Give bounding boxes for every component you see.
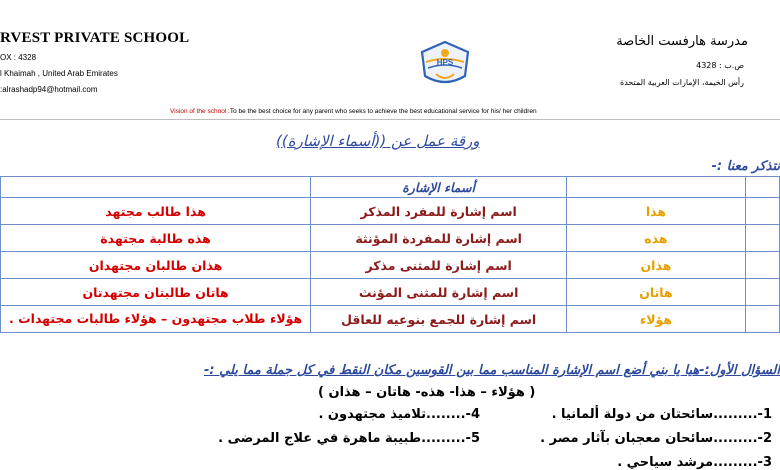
table-header-cell [745, 177, 779, 198]
description-cell: اسم إشارة للجمع بنوعيه للعاقل [311, 306, 567, 333]
exercise-item-4: 4-........تلاميذ مجتهدون . [318, 407, 480, 422]
remember-heading: نتذكر معنا :- [711, 159, 780, 174]
exercise-item-2: 2-.........سائحان معجبان بآثار مصر . [540, 431, 772, 446]
school-logo [416, 38, 474, 90]
demonstrative-cell: هذان [567, 252, 746, 279]
example-cell: هذا طالب مجتهد [1, 198, 311, 225]
description-cell: اسم إشارة للمفرد المذكر [311, 198, 567, 225]
table-row [1, 198, 780, 225]
stub-cell [745, 252, 779, 279]
demonstratives-table [0, 176, 780, 333]
exercise-item-5: 5-.........طبيبة ماهرة في علاج المرضى . [218, 431, 480, 446]
vision-label: Vision of the school : [170, 108, 230, 115]
vision-statement [170, 108, 537, 115]
exercise-item-1: 1-.........سائحتان من دولة ألمانيا . [551, 407, 772, 422]
table-header-row [1, 177, 780, 198]
example-cell: هذان طالبان مجتهدان [1, 252, 311, 279]
table-header-cell [1, 177, 311, 198]
address-english: l Khaimah , United Arab Emirates [0, 69, 118, 78]
exercise-item-3: 3-.........مرشد سياحي . [617, 455, 772, 470]
po-box-english: OX : 4328 [0, 53, 37, 62]
table-header-cell [567, 177, 746, 198]
description-cell: اسم إشارة للمثنى المؤنث [311, 279, 567, 306]
email-english: :alrashadp94@hotmail.com [0, 85, 98, 94]
question-1-heading: السؤال الأول:-هيا يا بني أضع اسم الإشارة المناسب مما بين القوسين مكان النقط في كل جملة مما يلي :- [204, 363, 780, 378]
word-choices: ( هؤلاء – هذا- هذه- هاتان – هذان ) [318, 385, 536, 400]
table-row [1, 279, 780, 306]
stub-cell [745, 279, 779, 306]
header-divider [0, 119, 780, 120]
demonstrative-cell: هاتان [567, 279, 746, 306]
table-row [1, 225, 780, 252]
example-cell: هاتان طالبتان مجتهدتان [1, 279, 311, 306]
description-cell: اسم إشارة للمثنى مذكر [311, 252, 567, 279]
stub-cell [745, 306, 779, 333]
stub-cell [745, 225, 779, 252]
logo-lettering: HPS [436, 58, 454, 67]
worksheet-title: ورقة عمل عن ((أسماء الإشارة)) [276, 132, 480, 150]
table-row [1, 306, 780, 333]
example-cell: هؤلاء طلاب مجتهدون – هؤلاء طالبات مجتهدات . [1, 306, 311, 333]
address-arabic: رأس الخيمة، الإمارات العربية المتحدة [620, 78, 744, 87]
example-cell: هذه طالبة مجتهدة [1, 225, 311, 252]
table-header-title: أسماء الإشارة [311, 177, 567, 198]
demonstrative-cell: هؤلاء [567, 306, 746, 333]
table-row [1, 252, 780, 279]
school-name-english: RVEST PRIVATE SCHOOL [0, 30, 190, 46]
stub-cell [745, 198, 779, 225]
school-name-arabic: مدرسة هارفست الخاصة [616, 34, 748, 49]
demonstrative-cell: هذا [567, 198, 746, 225]
vision-text: To be the best choice for any parent who seeks to achieve the best educational service for his/ her children [229, 108, 537, 115]
demonstrative-cell: هذه [567, 225, 746, 252]
description-cell: اسم إشارة للمفردة المؤنثة [311, 225, 567, 252]
po-box-arabic: ص.ب : 4328 [696, 61, 744, 70]
